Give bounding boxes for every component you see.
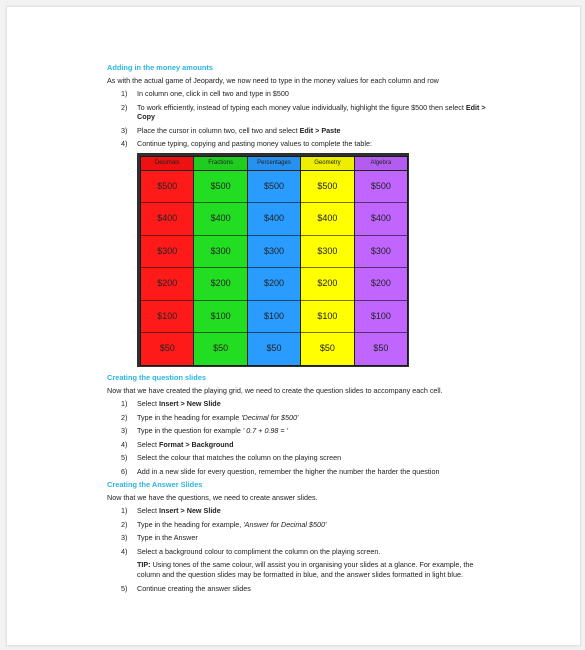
grid-column-header: Percentages [248, 157, 300, 171]
step-text: Select a background colour to compliment the column on the playing screen. [137, 546, 381, 556]
section-heading-question: Creating the question slides [107, 372, 206, 382]
step-text: Continue creating the answer slides [137, 584, 251, 594]
grid-cell: $100 [141, 301, 193, 334]
grid-cell: $300 [301, 236, 353, 269]
document-content [107, 63, 487, 598]
grid-cell: $500 [355, 171, 407, 204]
step-text: Add in a new slide for every question, remember the higher the number the harder the question [137, 466, 440, 476]
step-number: 1) [121, 506, 128, 516]
grid-cell: $50 [213, 343, 229, 354]
list-item [107, 139, 487, 149]
grid-cell: $400 [248, 203, 300, 236]
question-steps-list [107, 399, 487, 476]
list-item [107, 426, 487, 436]
step-number: 6) [121, 466, 128, 476]
grid-column [301, 157, 354, 365]
list-item [107, 506, 487, 516]
step-text: Type in the heading for example, [137, 519, 244, 529]
grid-column [141, 157, 194, 365]
tip-text: Using tones of the same colour, will assist you in organising your slides at a glance. For example, the column and the question slides may be formatted in blue, and the answer slides formatted in light blue. [137, 560, 474, 579]
grid-cell: $400 [301, 203, 353, 236]
grid-cell: $300 [355, 236, 407, 269]
list-item [107, 103, 487, 122]
list-item [107, 399, 487, 409]
step-text: Type in the heading for example [137, 412, 242, 422]
list-item [107, 533, 487, 543]
list-item [107, 126, 487, 136]
step-number: 3) [121, 426, 128, 436]
grid-cell: $200 [248, 268, 300, 301]
grid-cell: $300 [248, 236, 300, 269]
grid-cell: $50 [319, 343, 335, 354]
step-example: 'Decimal for $500' [241, 412, 299, 422]
grid-column-header: Fractions [194, 157, 246, 171]
list-item [107, 520, 487, 530]
grid-cell: $500 [141, 171, 193, 204]
section-intro-question: Now that we have created the playing grid, we need to create the question slides to accompany each cell. [107, 385, 443, 395]
step-text: Select [137, 506, 159, 516]
grid-column [194, 157, 247, 365]
step-command: Insert > New Slide [158, 506, 221, 516]
grid-cell: $50 [159, 343, 175, 354]
grid-cell: $300 [141, 236, 193, 269]
step-number: 4) [121, 139, 128, 149]
step-number: 3) [121, 125, 128, 135]
grid-cell: $300 [194, 236, 246, 269]
grid-column-header: Algebra [355, 157, 407, 171]
step-text: Select [137, 439, 159, 449]
list-item [107, 584, 487, 594]
answer-steps-list-continued [107, 584, 487, 594]
answer-steps-list [107, 506, 487, 556]
section-heading-money: Adding in the money amounts [107, 63, 213, 72]
grid-cell: $200 [301, 268, 353, 301]
grid-cell: $100 [301, 301, 353, 334]
step-text: Place the cursor in column two, cell two and select [137, 125, 300, 135]
money-steps-list [107, 89, 487, 149]
list-item [107, 453, 487, 463]
grid-cell: $50 [373, 343, 389, 354]
step-text: Select [137, 399, 159, 409]
step-text: Type in the Answer [137, 533, 198, 543]
step-example: 'Answer for Decimal $500' [243, 519, 327, 529]
document-page [6, 6, 581, 646]
list-item [107, 89, 487, 99]
grid-column-header: Decimals [141, 157, 193, 171]
step-number: 5) [121, 453, 128, 463]
grid-cell: $100 [248, 301, 300, 334]
step-number: 4) [121, 439, 128, 449]
grid-cell: $200 [194, 268, 246, 301]
list-item [107, 440, 487, 450]
step-number: 2) [121, 519, 128, 529]
grid-cell: $100 [194, 301, 246, 334]
section-intro-money: As with the actual game of Jeopardy, we now need to type in the money values for each column and row [107, 75, 439, 85]
section-heading-answer: Creating the Answer Slides [107, 480, 203, 490]
step-number: 3) [121, 533, 128, 543]
grid-cell: $500 [248, 171, 300, 204]
grid-cell: $400 [141, 203, 193, 236]
grid-column [355, 157, 407, 365]
section-intro-answer: Now that we have the questions, we need to create answer slides. [107, 492, 318, 502]
step-number: 5) [121, 584, 128, 594]
step-command: Edit > Paste [299, 125, 341, 135]
tip-note [107, 560, 487, 579]
step-number: 2) [121, 412, 128, 422]
grid-cell: $500 [194, 171, 246, 204]
step-command: Edit > Copy [137, 102, 486, 122]
list-item [107, 547, 487, 557]
grid-cell: $200 [355, 268, 407, 301]
step-text: Type in the question for example [137, 426, 243, 436]
step-text: Continue typing, copying and pasting money values to complete the table: [137, 139, 372, 149]
step-command: Format > Background [158, 439, 234, 449]
step-text: In column one, click in cell two and type in $500 [137, 89, 289, 99]
grid-cell: $400 [194, 203, 246, 236]
grid-column-header: Geometry [301, 157, 353, 171]
list-item [107, 413, 487, 423]
step-number: 4) [121, 546, 128, 556]
step-number: 1) [121, 89, 128, 99]
grid-cell: $400 [355, 203, 407, 236]
step-text: To work efficiently, instead of typing each money value individually, highlight the figure $500 then select [137, 102, 466, 112]
grid-cell: $200 [141, 268, 193, 301]
grid-cell: $500 [301, 171, 353, 204]
tip-label: TIP: [137, 560, 151, 570]
step-number: 2) [121, 102, 128, 112]
step-text: Select the colour that matches the column on the playing screen [137, 453, 342, 463]
step-number: 1) [121, 399, 128, 409]
grid-cell: $50 [266, 343, 282, 354]
grid-column [248, 157, 301, 365]
jeopardy-grid [140, 156, 408, 366]
step-example: ' 0.7 + 0.98 = ' [242, 426, 288, 436]
step-command: Insert > New Slide [158, 399, 221, 409]
grid-cell: $100 [355, 301, 407, 334]
list-item [107, 467, 487, 477]
jeopardy-grid-image [137, 153, 409, 367]
